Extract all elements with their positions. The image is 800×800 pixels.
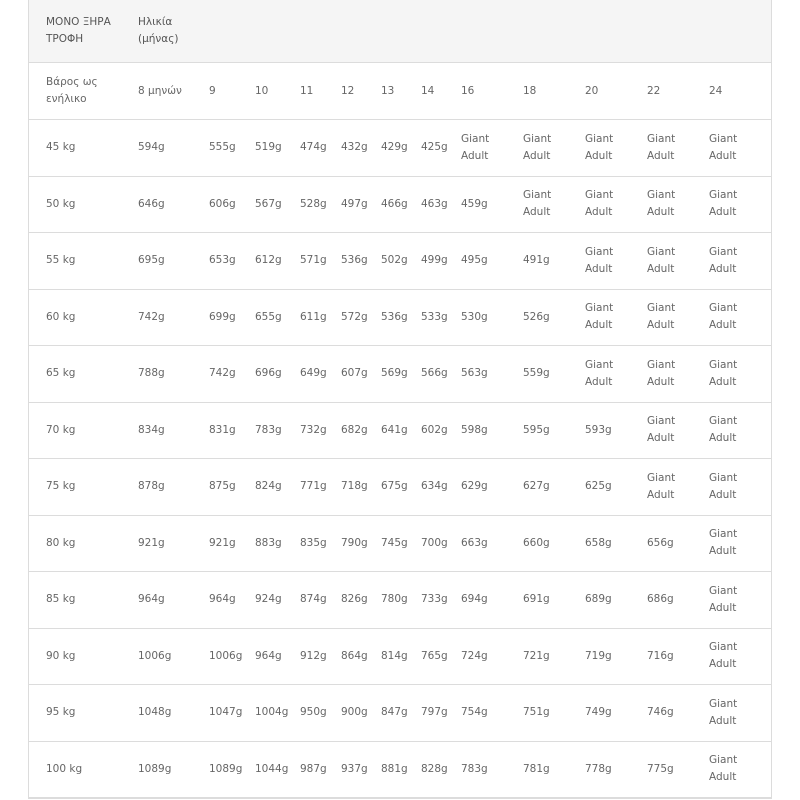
table-cell bbox=[585, 346, 647, 403]
header-empty bbox=[647, 0, 709, 63]
table-cell bbox=[709, 685, 771, 742]
cell-line: Giant bbox=[585, 132, 614, 145]
table-cell: 627g bbox=[523, 459, 585, 516]
table-cell: 463g bbox=[421, 176, 461, 233]
cell-line: Adult bbox=[709, 545, 737, 558]
table-cell: 563g bbox=[461, 346, 523, 403]
table-cell: 1089g bbox=[129, 741, 209, 798]
table-row bbox=[29, 120, 771, 177]
table-cell: 1044g bbox=[255, 741, 300, 798]
table-cell: 746g bbox=[647, 685, 709, 742]
table-cell: 694g bbox=[461, 572, 523, 629]
table-cell: 655g bbox=[255, 289, 300, 346]
table-cell: 826g bbox=[341, 572, 381, 629]
table-cell: 625g bbox=[585, 459, 647, 516]
table-cell: 646g bbox=[129, 176, 209, 233]
table-cell bbox=[647, 459, 709, 516]
table-row bbox=[29, 741, 771, 798]
subheader-weight-label bbox=[29, 63, 129, 120]
table-cell: 749g bbox=[585, 685, 647, 742]
cell-line: Giant bbox=[647, 189, 676, 202]
row-weight: 55 kg bbox=[29, 233, 129, 290]
feeding-table bbox=[29, 0, 771, 798]
table-cell: 425g bbox=[421, 120, 461, 177]
row-weight: 70 kg bbox=[29, 402, 129, 459]
table-cell: 1004g bbox=[255, 685, 300, 742]
table-cell: 675g bbox=[381, 459, 421, 516]
subheader-age: 9 bbox=[209, 63, 255, 120]
cell-line: Adult bbox=[647, 149, 675, 162]
cell-line: Giant bbox=[647, 132, 676, 145]
cell-line: Adult bbox=[461, 149, 489, 162]
cell-line: Adult bbox=[647, 432, 675, 445]
subheader-age: 22 bbox=[647, 63, 709, 120]
cell-line: Giant bbox=[523, 132, 552, 145]
row-weight: 75 kg bbox=[29, 459, 129, 516]
cell-line: Adult bbox=[523, 206, 551, 219]
table-cell bbox=[523, 120, 585, 177]
subheader-age: 18 bbox=[523, 63, 585, 120]
table-cell: 495g bbox=[461, 233, 523, 290]
table-cell: 721g bbox=[523, 628, 585, 685]
cell-line: Adult bbox=[709, 375, 737, 388]
table-cell: 950g bbox=[300, 685, 341, 742]
header-age bbox=[129, 0, 209, 63]
table-cell: 875g bbox=[209, 459, 255, 516]
table-cell: 1047g bbox=[209, 685, 255, 742]
cell-line: Adult bbox=[523, 149, 551, 162]
table-cell: 497g bbox=[341, 176, 381, 233]
cell-line: Giant bbox=[647, 415, 676, 428]
table-cell bbox=[709, 346, 771, 403]
header-empty bbox=[421, 0, 461, 63]
table-row bbox=[29, 346, 771, 403]
table-cell: 696g bbox=[255, 346, 300, 403]
subheader-age: 11 bbox=[300, 63, 341, 120]
table-row bbox=[29, 572, 771, 629]
table-row bbox=[29, 459, 771, 516]
table-cell bbox=[709, 459, 771, 516]
cell-line: Giant bbox=[461, 132, 490, 145]
cell-line: Adult bbox=[709, 432, 737, 445]
subheader-age: 12 bbox=[341, 63, 381, 120]
table-cell: 663g bbox=[461, 515, 523, 572]
cell-line: Giant bbox=[709, 641, 738, 654]
table-cell: 835g bbox=[300, 515, 341, 572]
cell-line: ενήλικο bbox=[46, 93, 87, 105]
cell-line: Ηλικία bbox=[138, 16, 173, 28]
cell-line: Adult bbox=[709, 714, 737, 727]
row-weight: 90 kg bbox=[29, 628, 129, 685]
table-cell: 653g bbox=[209, 233, 255, 290]
table-cell bbox=[585, 176, 647, 233]
table-cell: 921g bbox=[209, 515, 255, 572]
cell-line: Giant bbox=[709, 189, 738, 202]
cell-line: ΤΡΟΦΗ bbox=[46, 33, 84, 45]
table-cell: 878g bbox=[129, 459, 209, 516]
table-cell: 533g bbox=[421, 289, 461, 346]
table-cell bbox=[709, 515, 771, 572]
table-cell: 528g bbox=[300, 176, 341, 233]
cell-line: Giant bbox=[709, 415, 738, 428]
subheader-age: 20 bbox=[585, 63, 647, 120]
row-weight: 95 kg bbox=[29, 685, 129, 742]
table-cell bbox=[647, 346, 709, 403]
table-cell bbox=[709, 176, 771, 233]
cell-line: Giant bbox=[523, 189, 552, 202]
cell-line: Βάρος ως bbox=[46, 76, 98, 88]
table-cell: 682g bbox=[341, 402, 381, 459]
cell-line: Giant bbox=[585, 358, 614, 371]
table-cell: 555g bbox=[209, 120, 255, 177]
table-cell: 595g bbox=[523, 402, 585, 459]
cell-line: Adult bbox=[647, 319, 675, 332]
table-cell: 459g bbox=[461, 176, 523, 233]
table-cell: 883g bbox=[255, 515, 300, 572]
cell-line: Adult bbox=[585, 149, 613, 162]
table-cell: 594g bbox=[129, 120, 209, 177]
table-cell: 634g bbox=[421, 459, 461, 516]
table-cell: 649g bbox=[300, 346, 341, 403]
table-cell: 937g bbox=[341, 741, 381, 798]
table-cell: 658g bbox=[585, 515, 647, 572]
table-cell: 964g bbox=[255, 628, 300, 685]
table-row bbox=[29, 515, 771, 572]
table-cell bbox=[647, 402, 709, 459]
cell-line: ΜΟΝΟ ΞΗΡΑ bbox=[46, 16, 111, 28]
table-cell: 788g bbox=[129, 346, 209, 403]
table-cell: 429g bbox=[381, 120, 421, 177]
table-cell: 466g bbox=[381, 176, 421, 233]
cell-line: Giant bbox=[709, 358, 738, 371]
cell-line: Adult bbox=[709, 601, 737, 614]
table-cell bbox=[647, 289, 709, 346]
cell-line: Giant bbox=[647, 358, 676, 371]
row-weight: 85 kg bbox=[29, 572, 129, 629]
table-cell: 864g bbox=[341, 628, 381, 685]
table-header-row bbox=[29, 0, 771, 63]
header-empty bbox=[300, 0, 341, 63]
table-cell: 569g bbox=[381, 346, 421, 403]
table-cell: 814g bbox=[381, 628, 421, 685]
subheader-age: 13 bbox=[381, 63, 421, 120]
subheader-age: 24 bbox=[709, 63, 771, 120]
header-empty bbox=[381, 0, 421, 63]
table-cell: 964g bbox=[129, 572, 209, 629]
table-row bbox=[29, 289, 771, 346]
table-cell: 775g bbox=[647, 741, 709, 798]
table-cell: 432g bbox=[341, 120, 381, 177]
table-cell: 571g bbox=[300, 233, 341, 290]
table-cell: 847g bbox=[381, 685, 421, 742]
table-cell: 921g bbox=[129, 515, 209, 572]
header-food-type bbox=[29, 0, 129, 63]
table-subheader-row bbox=[29, 63, 771, 120]
table-cell: 790g bbox=[341, 515, 381, 572]
cell-line: Giant bbox=[709, 584, 738, 597]
cell-line: Adult bbox=[585, 262, 613, 275]
cell-line: Adult bbox=[647, 206, 675, 219]
table-cell: 797g bbox=[421, 685, 461, 742]
table-cell: 751g bbox=[523, 685, 585, 742]
table-cell: 536g bbox=[341, 233, 381, 290]
table-cell bbox=[523, 176, 585, 233]
cell-line: Adult bbox=[585, 319, 613, 332]
cell-line: Adult bbox=[647, 488, 675, 501]
table-cell: 733g bbox=[421, 572, 461, 629]
table-cell bbox=[647, 233, 709, 290]
table-cell: 526g bbox=[523, 289, 585, 346]
table-cell bbox=[709, 233, 771, 290]
table-cell bbox=[709, 402, 771, 459]
table-row bbox=[29, 402, 771, 459]
header-empty bbox=[585, 0, 647, 63]
table-cell: 598g bbox=[461, 402, 523, 459]
subheader-age: 10 bbox=[255, 63, 300, 120]
table-cell: 536g bbox=[381, 289, 421, 346]
header-empty bbox=[709, 0, 771, 63]
cell-line: Giant bbox=[647, 245, 676, 258]
cell-line: Adult bbox=[709, 488, 737, 501]
cell-line: Adult bbox=[585, 206, 613, 219]
table-cell: 881g bbox=[381, 741, 421, 798]
cell-line: Giant bbox=[585, 302, 614, 315]
subheader-age: 16 bbox=[461, 63, 523, 120]
row-weight: 65 kg bbox=[29, 346, 129, 403]
table-cell: 1048g bbox=[129, 685, 209, 742]
row-weight: 100 kg bbox=[29, 741, 129, 798]
table-cell: 754g bbox=[461, 685, 523, 742]
table-cell: 607g bbox=[341, 346, 381, 403]
table-row bbox=[29, 233, 771, 290]
row-weight: 60 kg bbox=[29, 289, 129, 346]
table-cell: 719g bbox=[585, 628, 647, 685]
cell-line: Adult bbox=[585, 375, 613, 388]
table-cell: 834g bbox=[129, 402, 209, 459]
table-cell: 691g bbox=[523, 572, 585, 629]
table-cell bbox=[647, 176, 709, 233]
table-cell: 502g bbox=[381, 233, 421, 290]
table-cell bbox=[585, 233, 647, 290]
table-cell: 781g bbox=[523, 741, 585, 798]
table-cell: 629g bbox=[461, 459, 523, 516]
table-cell: 924g bbox=[255, 572, 300, 629]
table-cell bbox=[709, 572, 771, 629]
table-cell: 742g bbox=[129, 289, 209, 346]
cell-line: Giant bbox=[585, 245, 614, 258]
cell-line: Giant bbox=[709, 528, 738, 541]
table-cell: 765g bbox=[421, 628, 461, 685]
table-cell: 824g bbox=[255, 459, 300, 516]
table-cell: 732g bbox=[300, 402, 341, 459]
table-cell: 1006g bbox=[209, 628, 255, 685]
table-cell: 593g bbox=[585, 402, 647, 459]
header-empty bbox=[341, 0, 381, 63]
table-cell: 1006g bbox=[129, 628, 209, 685]
table-cell: 699g bbox=[209, 289, 255, 346]
cell-line: Adult bbox=[709, 206, 737, 219]
table-row bbox=[29, 628, 771, 685]
table-cell: 566g bbox=[421, 346, 461, 403]
table-row bbox=[29, 685, 771, 742]
table-cell: 831g bbox=[209, 402, 255, 459]
table-cell bbox=[647, 120, 709, 177]
table-cell: 611g bbox=[300, 289, 341, 346]
subheader-age: 8 μηνών bbox=[129, 63, 209, 120]
row-weight: 45 kg bbox=[29, 120, 129, 177]
cell-line: Adult bbox=[709, 658, 737, 671]
table-cell: 612g bbox=[255, 233, 300, 290]
table-cell: 778g bbox=[585, 741, 647, 798]
table-cell bbox=[709, 289, 771, 346]
table-cell: 474g bbox=[300, 120, 341, 177]
cell-line: Adult bbox=[709, 319, 737, 332]
header-empty bbox=[209, 0, 255, 63]
cell-line: Adult bbox=[647, 262, 675, 275]
table-cell: 742g bbox=[209, 346, 255, 403]
table-cell: 567g bbox=[255, 176, 300, 233]
table-cell: 783g bbox=[461, 741, 523, 798]
cell-line: Giant bbox=[709, 754, 738, 767]
cell-line: Adult bbox=[709, 771, 737, 784]
table-cell: 1089g bbox=[209, 741, 255, 798]
header-empty bbox=[255, 0, 300, 63]
subheader-age: 14 bbox=[421, 63, 461, 120]
table-cell: 641g bbox=[381, 402, 421, 459]
row-weight: 50 kg bbox=[29, 176, 129, 233]
table-cell: 700g bbox=[421, 515, 461, 572]
cell-line: Giant bbox=[709, 471, 738, 484]
cell-line: Giant bbox=[709, 302, 738, 315]
feeding-table-container bbox=[28, 0, 772, 799]
cell-line: Adult bbox=[709, 262, 737, 275]
table-cell bbox=[709, 741, 771, 798]
table-cell: 602g bbox=[421, 402, 461, 459]
table-cell: 874g bbox=[300, 572, 341, 629]
table-cell: 987g bbox=[300, 741, 341, 798]
cell-line: Giant bbox=[709, 697, 738, 710]
row-weight: 80 kg bbox=[29, 515, 129, 572]
table-cell: 606g bbox=[209, 176, 255, 233]
table-cell bbox=[461, 120, 523, 177]
table-cell: 964g bbox=[209, 572, 255, 629]
table-cell: 900g bbox=[341, 685, 381, 742]
table-cell: 912g bbox=[300, 628, 341, 685]
table-cell bbox=[585, 120, 647, 177]
cell-line: Giant bbox=[709, 245, 738, 258]
table-cell bbox=[709, 120, 771, 177]
table-cell: 828g bbox=[421, 741, 461, 798]
table-cell: 771g bbox=[300, 459, 341, 516]
table-cell: 718g bbox=[341, 459, 381, 516]
header-empty bbox=[523, 0, 585, 63]
header-empty bbox=[461, 0, 523, 63]
cell-line: Giant bbox=[585, 189, 614, 202]
table-cell: 491g bbox=[523, 233, 585, 290]
cell-line: Giant bbox=[647, 302, 676, 315]
table-cell: 572g bbox=[341, 289, 381, 346]
table-cell: 519g bbox=[255, 120, 300, 177]
table-cell: 745g bbox=[381, 515, 421, 572]
table-cell: 689g bbox=[585, 572, 647, 629]
table-cell: 783g bbox=[255, 402, 300, 459]
cell-line: Adult bbox=[647, 375, 675, 388]
table-cell bbox=[709, 628, 771, 685]
table-cell bbox=[585, 289, 647, 346]
table-cell: 559g bbox=[523, 346, 585, 403]
cell-line: Giant bbox=[709, 132, 738, 145]
table-cell: 660g bbox=[523, 515, 585, 572]
table-cell: 724g bbox=[461, 628, 523, 685]
table-cell: 656g bbox=[647, 515, 709, 572]
table-cell: 780g bbox=[381, 572, 421, 629]
cell-line: Adult bbox=[709, 149, 737, 162]
cell-line: Giant bbox=[647, 471, 676, 484]
table-cell: 686g bbox=[647, 572, 709, 629]
table-cell: 499g bbox=[421, 233, 461, 290]
cell-line: (μήνας) bbox=[138, 33, 179, 45]
table-row bbox=[29, 176, 771, 233]
table-cell: 695g bbox=[129, 233, 209, 290]
table-cell: 530g bbox=[461, 289, 523, 346]
table-cell: 716g bbox=[647, 628, 709, 685]
